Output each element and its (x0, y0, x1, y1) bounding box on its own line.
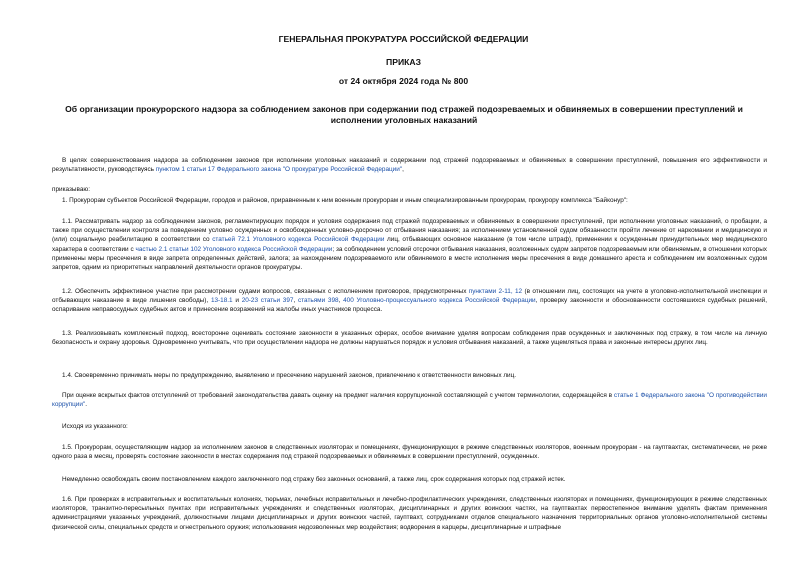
paragraph-1-2 (52, 287, 767, 315)
order-word: приказываю: (52, 186, 90, 193)
basis-paragraph: Исходя из указанного: (62, 423, 128, 430)
paragraph-text: лиц, отбывающих основное наказание (в том числе штраф), применении к осужденным принудительных мер медицинского характера в соответствии с (52, 236, 767, 253)
paragraph-text: , проверку законности и обоснованности состоявшихся судебных решений, оспаривание неправосудных судебных актов и принесение возражений на жалобы иных участников процесса. (52, 297, 768, 314)
date-number-heading: от 24 октября 2024 года № 800 (338, 76, 469, 86)
paragraph-text: и (232, 297, 242, 305)
criminal-procedure-code-400-link[interactable]: 400 Уголовно-процессуального кодекса Российской Федерации (343, 297, 536, 305)
paragraph-text: (в отношении лиц, состоящих на учете в уголовно-исполнительной инспекции и отбывающих наказание в виде лишения свободы), (52, 288, 767, 305)
article-398-link[interactable]: статьями 398 (298, 297, 339, 305)
paragraph-1-4: 1.4. Своевременно принимать меры по предупреждению, выявлению и пресечению нарушений законов, привлечению к ответственности виновных лиц. (62, 372, 517, 379)
paragraph-text: При оценке вскрытых фактов отступлений от требований законодательства давать оценку на предмет наличия коррупционной составляющей с учетом терминологии, содержащейся в (62, 392, 614, 399)
paragraph-1-6: 1.6. При проверках в исправительных и воспитательных колониях, тюрьмах, лечебных исправительных и лечебно-профилактических учреждениях, следственных изоляторах и помещениях, функционирующих в режиме следственных изоляторов, транзитно-пересыльных пунктах при исправительных учреждениях и следственных изоляторах, дисциплинарных и других воинских частях, на гауптвахтах первостепенное внимание уделять фактам применения администрациями указанных учреждений, должностными лицами дисциплинарных и других воинских частей, гауптвахт, сотрудниками отделов специального назначения территориальных органов уголовно-исполнительной системы физической силы, специальных средств и огнестрельного оружия; использования недозволенных мер воздействия; водворения в карцеры, дисциплинарные и штрафные (52, 496, 767, 531)
paragraph-1-1 (52, 217, 767, 272)
document-type-heading: ПРИКАЗ (386, 57, 421, 67)
organization-heading: ГЕНЕРАЛЬНАЯ ПРОКУРАТУРА РОССИЙСКОЙ ФЕДЕРАЦИИ (278, 34, 529, 44)
preamble-text: В целях совершенствования надзора за соблюдением законов при исполнении уголовных наказаний и содержании под стражей подозреваемых и обвиняемых в совершении преступлений, повышения его эффективности и результативности, руководствуясь (52, 157, 767, 174)
paragraph-1-5: 1.5. Прокурорам, осуществляющим надзор за исполнением законов в следственных изоляторах и помещениях, функционирующих в режиме следственных изоляторов, военным прокурорам - на гауптвахтах, систематически, не реже одного раза в месяц, проверять состояние законности в местах содержания под стражей подозреваемых и обвиняемых в совершении преступлений, осужденных. (52, 444, 767, 461)
points-13-18-1-link[interactable]: 13-18.1 (210, 297, 233, 305)
paragraph-text: 1.2. Обеспечить эффективное участие при рассмотрении судами вопросов, связанных с исполнением приговоров, предусмотренных (62, 288, 469, 295)
preamble-paragraph (52, 156, 767, 174)
corruption-paragraph (52, 391, 767, 409)
paragraph-text: , (338, 297, 344, 305)
criminal-code-72-1-link[interactable]: статьей 72.1 Уголовного кодекса Российской Федерации (212, 236, 385, 244)
paragraph-1-3: 1.3. Реализовывать комплексный подход, всесторонне оценивать состояние законности в указанных сферах, особое внимание уделяя вопросам соблюдения прав осужденных и заключенных под стражу, в том числе на личную безопасность и охрану здоровья. Одновременно учитывать, что при осуществлении надзора не должны нарушаться порядок и условия отбывания наказаний, а также ущемляться права и законные интересы других лиц. (52, 330, 767, 347)
points-2-11-12-link[interactable]: пунктами 2-11, 12 (468, 288, 523, 295)
law-prosecution-link[interactable]: пунктом 1 статьи 17 Федерального закона "О прокуратуре Российской Федерации" (155, 166, 403, 174)
release-paragraph: Немедленно освобождать своим постановлением каждого заключенного под стражу без законных оснований, а также лиц, срок содержания которых под стражей истек. (62, 476, 566, 483)
paragraph-1: 1. Прокурорам субъектов Российской Федерации, городов и районов, приравненным к ним военным прокурорам и иным специализированным прокурорам, прокурору комплекса "Байконур": (62, 197, 628, 204)
paragraph-text: ; за соблюдением условий отсрочки отбывания наказания, возложенных судом запретов подозреваемым или обвиняемым, в отношении которых применены меры пресечения в виде запрета определенных действий, залога; за нахождением подозреваемого или обвиняемого в месте исполнения меры пресечения в виде домашнего ареста и соблюдением им возложенных судом запретов, одним из приоритетных направлений деятельности органов прокуратуры. (52, 245, 768, 272)
points-20-23-article-397-link[interactable]: 20-23 статьи 397 (241, 297, 294, 305)
anti-corruption-law-link[interactable]: статье 1 Федерального закона "О противодействии коррупции" (52, 392, 767, 409)
preamble-text-end: , (402, 166, 404, 174)
document-title: Об организации прокурорского надзора за соблюдением законов при содержании под стражей подозреваемых и обвиняемых в совершении преступлений и исполнении уголовных наказаний (65, 104, 743, 125)
paragraph-text: . (85, 401, 87, 409)
paragraph-text: 1.1. Рассматривать надзор за соблюдением законов, регламентирующих порядок и условия содержания под стражей подозреваемых и обвиняемых в совершении преступлений, при исполнении уголовных наказаний, о пробации, а также при осуществлении контроля за поведением условно осужденных и освобожденных условно-досрочно от отбывания наказания; за исполнением установленной судом обязанности пройти лечение от наркомании и медицинскую и (или) социальную реабилитацию в соответствии со (52, 218, 767, 244)
criminal-code-102-link[interactable]: частью 2.1 статьи 102 Уголовного кодекса Российской Федерации (135, 245, 333, 253)
paragraph-text: , (293, 297, 298, 305)
